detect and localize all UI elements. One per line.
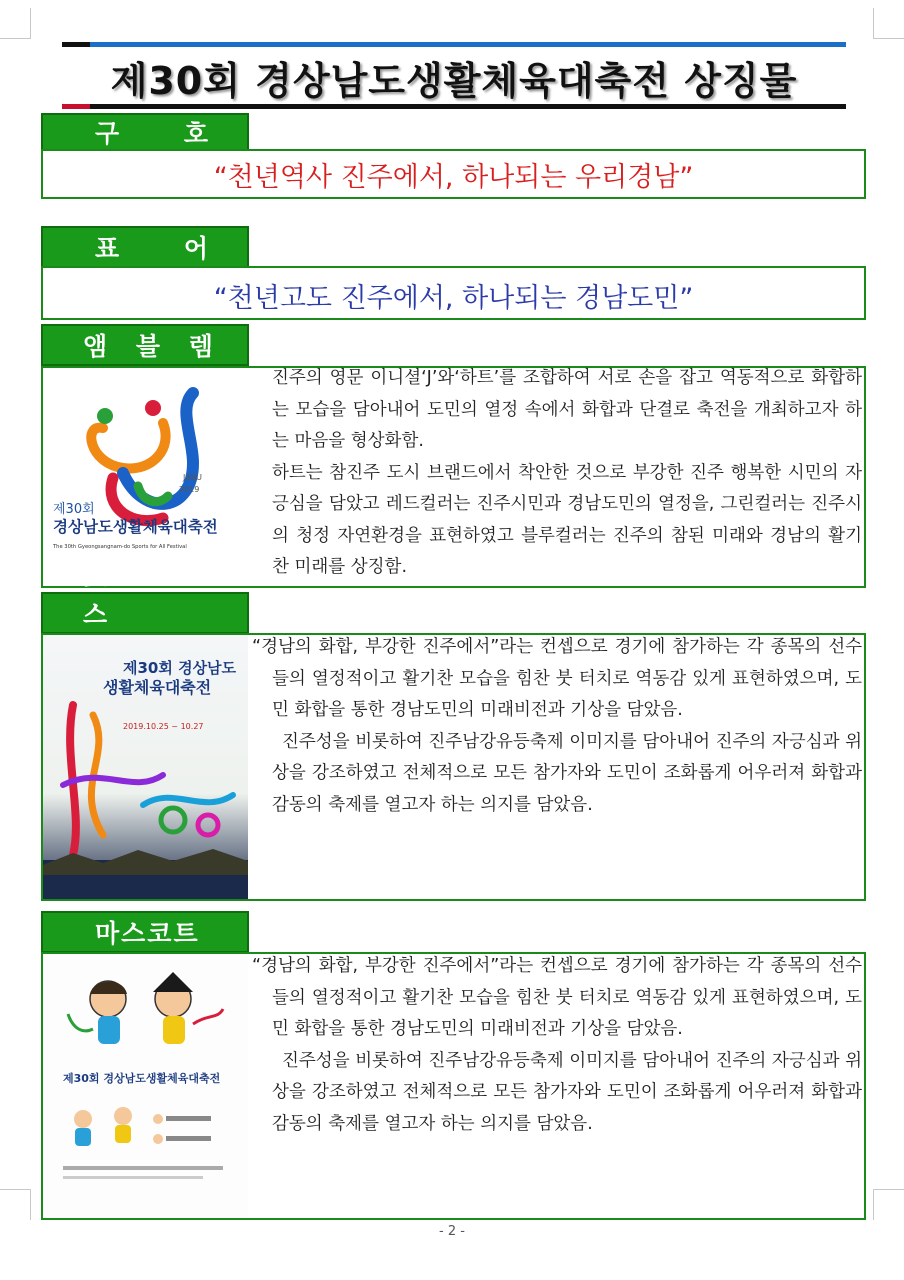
title-rule-bottom [62,104,846,109]
corner-mark-bottom-right [873,1189,904,1220]
motto-text: “천년고도 진주에서, 하나되는 경남도민” [213,283,694,314]
poster-edition-label: 제30회 경상남도 [123,659,237,677]
mascot-image [41,952,250,1220]
page-number: - 2 - [439,1224,465,1239]
emblem-city-label: JINJU [183,473,202,482]
emblem-logo-graphic [43,368,248,586]
corner-mark-top-left [0,8,31,39]
poster-graphic [43,635,248,899]
page-title: 제30회 경상남도생활체육대축전 상징물 [110,59,798,103]
poster-tab: 스 [41,592,249,634]
title-rule-top [62,42,846,47]
mascot-paragraph-2: 진주성을 비롯하여 진주남강유등축제 이미지를 담아내어 진주의 자긍심과 위상을 강조하였고 전체적으로 모든 참가자와 도민이 조화롭게 어우러져 화합과 감동의 축제를 열고자 하는 의지를 담았음. [272,1050,862,1134]
corner-mark-top-right [873,8,904,39]
emblem-tab: 앰 블 렘 [41,324,249,366]
poster-paragraph-2: 진주성을 비롯하여 진주남강유등축제 이미지를 담아내어 진주의 자긍심과 위상을 강조하였고 전체적으로 모든 참가자와 도민이 조화롭게 어우러져 화합과 감동의 축제를 열고자 하는 의지를 담았음. [272,731,862,815]
mascot-paragraph-1: “경남의 화합, 부강한 진주에서”라는 컨셉으로 경기에 참가하는 각 종목의 선수들의 열정적이고 활기찬 모습을 힘찬 붓 터치로 역동감 있게 표현하였으며, 도민 화합을 통한 경남도민의 미래비전과 기상을 담았음. [252,956,862,1039]
mascot-name-label: 제30회 경상남도생활체육대축전 [63,1072,221,1085]
title-rule-top-accent [62,42,90,47]
poster-description [252,632,862,821]
motto-tab: 표 어 [41,226,249,268]
emblem-english-label: The 30th Gyeongsangnam-do Sports for All Festival [53,544,187,550]
slogan-tab: 구 호 [41,113,249,151]
corner-mark-bottom-left [0,1189,31,1220]
poster-paragraph-1: “경남의 화합, 부강한 진주에서”라는 컨셉으로 경기에 참가하는 각 종목의 선수들의 열정적이고 활기찬 모습을 힘찬 붓 터치로 역동감 있게 표현하였으며, 도민 화합을 통한 경남도민의 미래비전과 기상을 담았음. [252,637,862,720]
poster-dates-label: 2019.10.25 ~ 10.27 [123,722,204,731]
emblem-edition-label: 제30회 [53,502,95,517]
emblem-paragraph-2: 하트는 참진주 도시 브랜드에서 착안한 것으로 부강한 진주 행복한 시민의 자긍심을 담았고 레드컬러는 진주시민과 경남도민의 열정을, 그린컬러는 진주시의 청정 자연환경을 표현하였고 블루컬러는 진주의 참된 미래와 경남의 활기찬 미래를 상징함. [272,462,862,577]
emblem-paragraph-1: 진주의 영문 이니셜‘J’와‘하트’를 조합하여 서로 손을 잡고 역동적으로 화합하는 모습을 담아내어 도민의 열정 속에서 화합과 단결로 축전을 개최하고자 하는 마음을 형상화함. [272,368,862,451]
poster-name-label: 생활체육대축전 [103,678,212,697]
slogan-text: “천년역사 진주에서, 하나되는 우리경남” [213,162,694,193]
mascot-description [252,951,862,1140]
emblem-description [272,363,862,584]
emblem-image [41,366,250,588]
poster-image [41,633,250,901]
emblem-year-label: 2019 [179,485,200,494]
mascot-tab: 마스코트 [41,911,249,953]
title-rule-bottom-accent [62,104,90,109]
mascot-graphic [43,954,248,1218]
emblem-name-label: 경상남도생활체육대축전 [53,518,218,536]
